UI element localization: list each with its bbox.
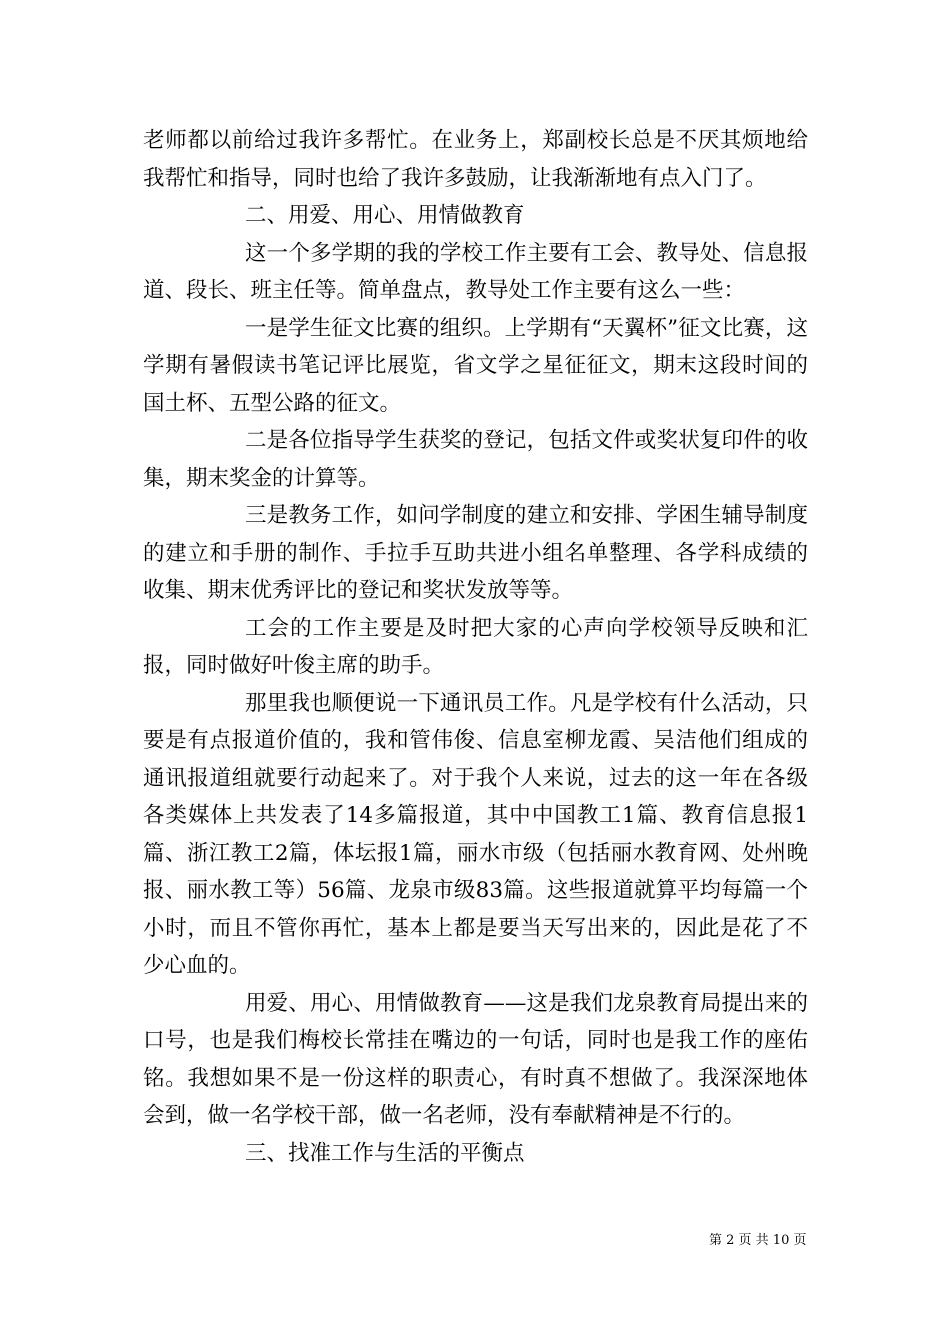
page-number: 第 2 页 共 10 页 xyxy=(709,1233,807,1248)
paragraph: 这一个多学期的我的学校工作主要有工会、教导处、信息报道、段长、班主任等。简单盘点，教导处工作主要有这么一些： xyxy=(143,240,808,303)
paragraph: 二是各位指导学生获奖的登记，包括文件或奖状复印件的收集，期末奖金的计算等。 xyxy=(143,428,808,491)
paragraph: 那里我也顺便说一下通讯员工作。凡是学校有什么活动，只要是有点报道价值的，我和管伟俊、信息室柳龙霞、吴洁他们组成的通讯报道组就要行动起来了。对于我个人来说，过去的这一年在各级各类媒体上共发表了14多篇报道，其中中国教工1篇、教育信息报1篇、浙江教工2篇，体坛报1篇，丽水市级（包括丽水教育网、处州晚报、丽水教工等）56篇、龙泉市级83篇。这些报道就算平均每篇一个小时，而且不管你再忙，基本上都是要当天写出来的，因此是花了不少心血的。 xyxy=(143,690,808,978)
section-heading: 三、找准工作与生活的平衡点 xyxy=(245,1140,525,1166)
paragraph: 工会的工作主要是及时把大家的心声向学校领导反映和汇报，同时做好叶俊主席的助手。 xyxy=(143,615,808,678)
paragraph: 三是教务工作，如问学制度的建立和安排、学困生辅导制度的建立和手册的制作、手拉手互助共进小组名单整理、各学科成绩的收集、期末优秀评比的登记和奖状发放等等。 xyxy=(143,503,808,603)
section-heading: 二、用爱、用心、用情做教育 xyxy=(245,203,525,228)
document-body xyxy=(143,122,808,1172)
paragraph: 用爱、用心、用情做教育——这是我们龙泉教育局提出来的口号，也是我们梅校长常挂在嘴边的一句话，同时也是我工作的座佑铭。我想如果不是一份这样的职责心，有时真不想做了。我深深地体会到，做一名学校干部，做一名老师，没有奉献精神是不行的。 xyxy=(143,990,808,1128)
paragraph: 老师都以前给过我许多帮忙。在业务上，郑副校长总是不厌其烦地给我帮忙和指导，同时也给了我许多鼓励，让我渐渐地有点入门了。 xyxy=(143,128,808,191)
paragraph: 一是学生征文比赛的组织。上学期有“天翼杯”征文比赛，这学期有暑假读书笔记评比展览，省文学之星征征文，期末这段时间的国土杯、五型公路的征文。 xyxy=(143,315,808,416)
